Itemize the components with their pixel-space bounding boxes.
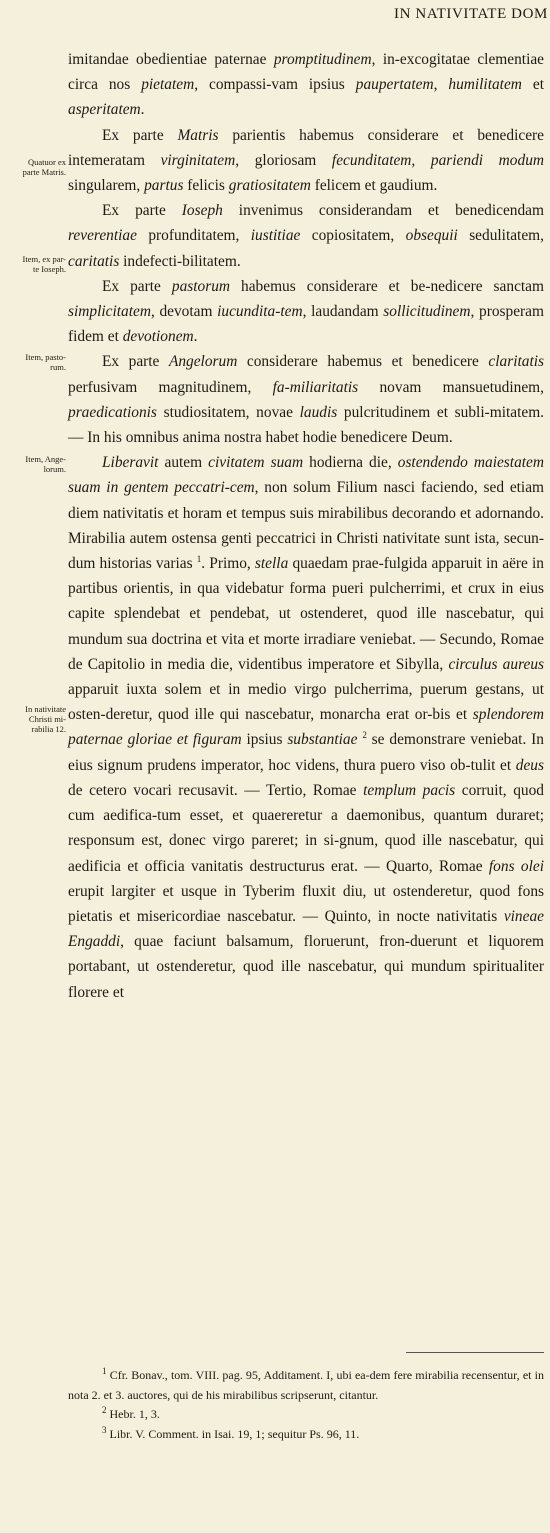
italic-run: fons olei bbox=[488, 857, 544, 875]
text-run: copiositatem, bbox=[300, 227, 406, 245]
text-run: se demonstrare veniebat. In eius signum prudens imperator, hoc videns, thura puero viso ob-tulit et bbox=[68, 731, 544, 774]
margin-note: lorum. bbox=[43, 464, 66, 474]
margin-note: Item, Ange- bbox=[25, 454, 66, 464]
margin-note: Quatuor ex bbox=[27, 157, 66, 167]
text-run: , devotam bbox=[150, 303, 218, 321]
italic-run: fecunditatem, pariendi modum bbox=[331, 151, 545, 169]
text-run: pulcritudinem et subli-mitatem. — In his omnibus anima nostra habet hodie benedicere Deum. bbox=[68, 403, 545, 447]
text-run: . bbox=[140, 101, 145, 119]
text-run: , bbox=[433, 76, 449, 94]
italic-run: sollicitudinem bbox=[383, 303, 471, 321]
italic-run: iucundita-tem bbox=[217, 303, 303, 321]
text-run: , non solum Filium nasci faciendo, sed etiam diem nativitatis et horam et tempus suis mirabilibus decorando et adornando. Mirabilia autem ostensa genti peccatrici in Christi nativitate sunt ista, secun-dum historias varias bbox=[68, 479, 545, 573]
italic-run: devotionem bbox=[122, 328, 194, 346]
text-run: et bbox=[521, 76, 544, 94]
text-run: considerare habemus et benedicere bbox=[237, 353, 489, 371]
footnote-text: Cfr. Bonav., tom. VIII. pag. 95, Additament. I, ubi ea-dem fere mirabilia recensentur, et in nota 2. et 3. auctores, qui de his mirabilibus scripserunt, citantur. bbox=[68, 1368, 544, 1402]
running-head: IN NATIVITATE DOM bbox=[394, 6, 548, 22]
margin-note: te Ioseph. bbox=[32, 264, 66, 274]
footnote-mark: 2 bbox=[102, 1405, 107, 1415]
text-run: parientis habemus considerare et benedicere intemeratam bbox=[68, 126, 544, 169]
italic-run: templum pacis bbox=[363, 781, 456, 799]
italic-run: Matris bbox=[177, 126, 219, 144]
text-run: imitandae obedientiae paternae bbox=[68, 51, 274, 68]
text-run: , in-excogitatae clementiae circa nos bbox=[68, 51, 545, 94]
text-run: Ex parte bbox=[102, 126, 178, 144]
text-run: erupit largiter et usque in Tyberim fluxit diu, ut ostenderetur, quod fons pietatis et misericordiae nascebatur. — Quinto, in nocte nativitatis bbox=[68, 882, 544, 925]
italic-run: pietatem bbox=[141, 76, 195, 94]
text-run: habemus considerare et be-nedicere sanctam bbox=[230, 277, 544, 295]
footnote-ref: 2 bbox=[362, 730, 367, 741]
text-run: felicis bbox=[183, 177, 229, 195]
text-run: sedulitatem, bbox=[457, 227, 544, 245]
italic-run: humilitatem bbox=[448, 76, 522, 94]
paragraph bbox=[68, 349, 544, 450]
italic-run: splendorem paternae gloriae et figuram bbox=[68, 706, 544, 749]
italic-run: ostendendo maiestatem suam in gentem peccatri-cem bbox=[68, 454, 544, 497]
italic-run: promptitudinem bbox=[273, 51, 372, 68]
text-run: quaedam prae-fulgida apparuit in aëre in partibus orientis, in qua videbatur forma pueri pulcherrimi, et crux in eius capite splendebat et pendebat, ut ostenderet, quod ille nascebatur, qui mundum sua doctrina et vita et morte irradiare veniebat. — Secundo, Romae de Capitolio in media die, videntibus imperatore et Sibylla, bbox=[68, 555, 544, 673]
italic-run: obsequii bbox=[405, 227, 458, 245]
margin-note: Item, ex par- bbox=[22, 254, 66, 264]
footnote bbox=[68, 1366, 544, 1405]
paragraph bbox=[68, 274, 544, 350]
italic-run: claritatis bbox=[488, 353, 544, 371]
paragraph bbox=[68, 47, 544, 123]
italic-run: deus bbox=[515, 756, 544, 774]
italic-run: circulus aureus bbox=[448, 655, 545, 673]
text-run: profunditatem, bbox=[136, 227, 251, 245]
footnote-text: Libr. V. Comment. in Isai. 19, 1; sequitur Ps. 96, 11. bbox=[109, 1426, 360, 1441]
italic-run: virginitatem bbox=[160, 151, 236, 169]
italic-run: vineae Engaddi bbox=[68, 907, 544, 951]
italic-run: gratiositatem bbox=[228, 177, 311, 195]
italic-run: caritatis bbox=[68, 252, 120, 270]
italic-run: civitatem bbox=[208, 454, 265, 472]
text-run: de cetero vocari recusavit. — Tertio, Romae bbox=[68, 781, 364, 799]
text-run: singularem, bbox=[68, 177, 145, 195]
margin-note: Item, pasto- bbox=[25, 352, 66, 362]
text-run: autem bbox=[158, 454, 209, 472]
italic-run: Ioseph bbox=[181, 202, 223, 220]
text-run: novam mansuetudinem, bbox=[358, 378, 544, 396]
italic-run: Angelorum bbox=[168, 353, 238, 371]
paragraph bbox=[68, 198, 544, 274]
italic-run: paupertatem bbox=[355, 76, 434, 94]
text-run: , compassi-vam ipsius bbox=[194, 76, 356, 94]
margin-note: In nativitate bbox=[25, 704, 66, 714]
italic-run: suam bbox=[270, 454, 304, 472]
italic-run: Liberavit bbox=[102, 454, 159, 472]
italic-run: praedicationis bbox=[68, 403, 157, 421]
text-run: apparuit iuxta solem et in medio virgo pulcherrima, puerum gestans, ut osten-deretur, quod ille qui nascebatur, monarcha erat or-bis et bbox=[68, 681, 544, 724]
footnote bbox=[68, 1405, 544, 1425]
text-run: , laudandam bbox=[302, 303, 384, 321]
text-run: ipsius bbox=[241, 731, 288, 749]
text-run: , prosperam fidem et bbox=[68, 303, 544, 346]
italic-run: substantiae bbox=[287, 731, 358, 749]
footnotes bbox=[68, 1366, 544, 1444]
text-run: Ex parte bbox=[102, 353, 169, 371]
italic-run: simplicitatem bbox=[68, 303, 151, 321]
margin-note: Christi mi- bbox=[28, 714, 66, 724]
text-run: Ex parte bbox=[102, 277, 172, 295]
main-text bbox=[68, 47, 544, 1005]
footnote bbox=[68, 1425, 544, 1445]
italic-run: pastorum bbox=[171, 277, 231, 295]
text-run: corruit, quod cum aedifica-tum esset, et quaereretur a daemonibus, quantum duraret; responsum est, donec virgo pareret; in si-gnum, quod ille nascebatur, qui aedificia et officia vanitatis destructurus erat. — Quarto, Romae bbox=[68, 781, 544, 875]
text-run: studiositatem, novae bbox=[156, 403, 300, 421]
italic-run: iustitiae bbox=[250, 227, 301, 245]
italic-run: fa-miliaritatis bbox=[272, 378, 359, 396]
italic-run: laudis bbox=[299, 403, 338, 421]
text-run: , quae faciunt balsamum, floruerunt, fron-duerunt et liquorem portabant, ut ostenderetur, quod ille nascebatur, qui mundum spiritualiter florere et bbox=[68, 933, 544, 1001]
text-run: invenimus considerandam et benedicendam bbox=[222, 202, 544, 220]
paragraph bbox=[68, 450, 544, 1004]
footnote-mark: 3 bbox=[102, 1424, 107, 1435]
text-run: perfusivam magnitudinem, bbox=[68, 378, 273, 396]
text-run: . bbox=[193, 328, 198, 346]
footnote-text: Hebr. 1, 3. bbox=[109, 1407, 160, 1421]
italic-run: partus bbox=[144, 177, 184, 195]
text-run: indefecti-bilitatem. bbox=[119, 252, 241, 270]
margin-note: parte Matris. bbox=[22, 167, 66, 177]
footnote-mark: 1 bbox=[102, 1366, 107, 1376]
paragraph bbox=[68, 123, 544, 199]
margin-note: rum. bbox=[50, 362, 66, 372]
text-run: felicem et gaudium. bbox=[310, 177, 438, 195]
footnote-divider bbox=[406, 1352, 544, 1353]
margin-note: rabilia 12. bbox=[31, 724, 66, 734]
italic-run: asperitatem bbox=[68, 101, 141, 119]
text-run: hodierna die, bbox=[303, 454, 398, 472]
text-run: . Primo, bbox=[201, 555, 255, 573]
text-run: Ex parte bbox=[102, 202, 182, 220]
footnote-ref: 1 bbox=[196, 553, 202, 564]
italic-run: reverentiae bbox=[68, 227, 137, 245]
italic-run: stella bbox=[254, 555, 289, 573]
text-run: , gloriosam bbox=[235, 151, 332, 169]
